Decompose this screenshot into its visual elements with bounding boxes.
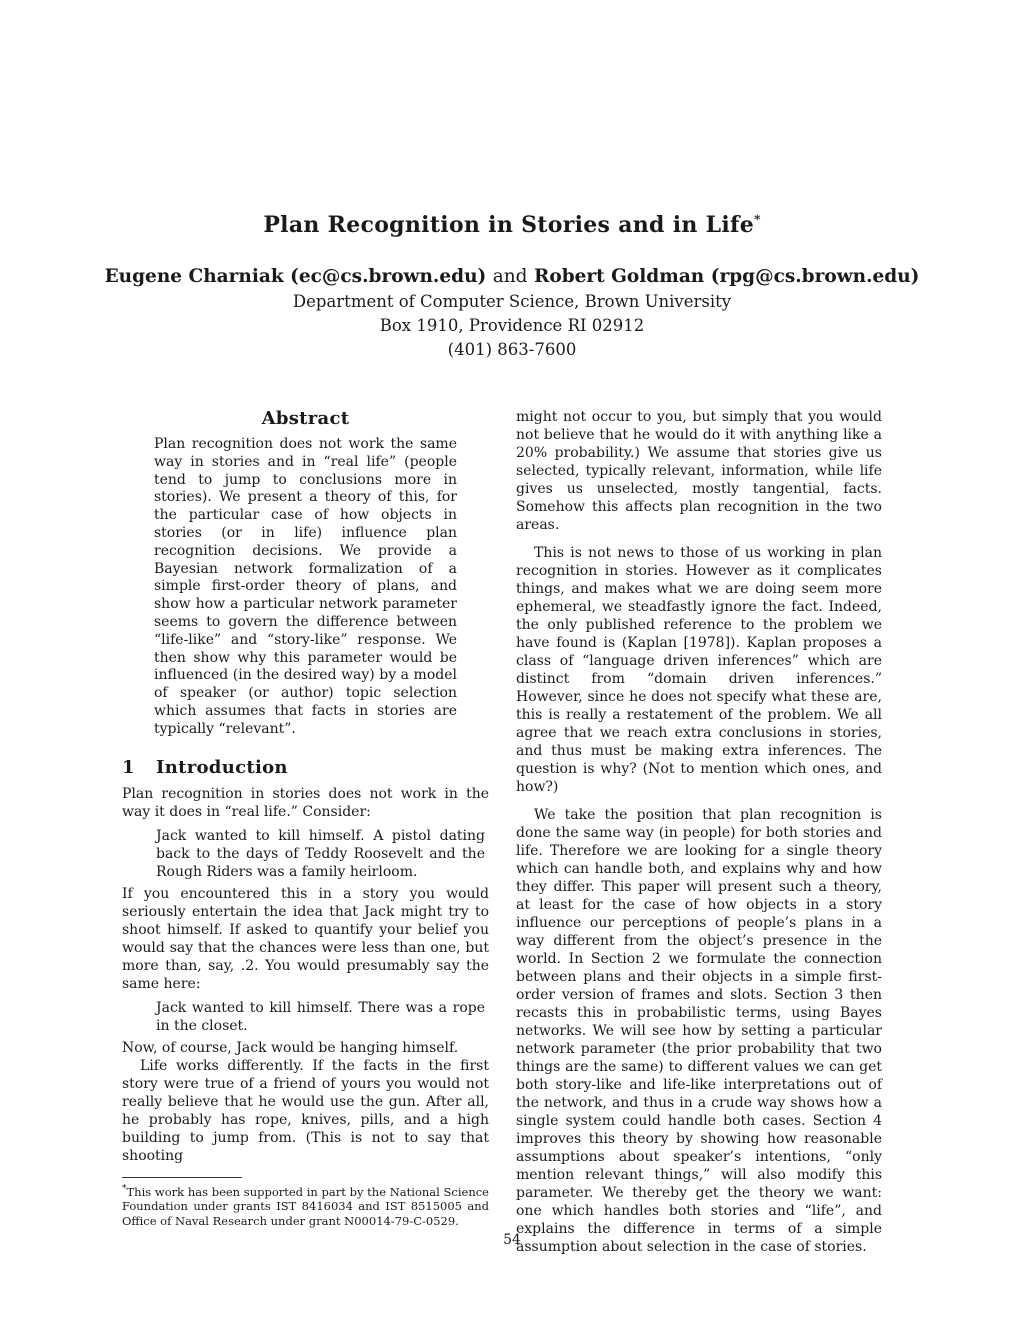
- footnote-mark: *: [122, 1183, 127, 1194]
- footnote-divider: [122, 1177, 242, 1178]
- intro-paragraph-4: Life works differently. If the facts in the first story were true of a friend of yours you would not really believe that he would use the gun. After all, he probably has rope, knives, pills, and a high building to jump from. (This is not to say that shooting: [122, 1057, 489, 1164]
- affiliation-department: Department of Computer Science, Brown University: [292, 292, 732, 311]
- intro-paragraph-2: If you encountered this in a story you would seriously entertain the idea that Jack might try to shoot himself. If asked to quantify your belief you would say that the chances were less than one, but more than, say, .2. You would presumably say the same here:: [122, 885, 489, 992]
- example-quote-2: Jack wanted to kill himself. There was a rope in the closet.: [156, 999, 485, 1034]
- right-paragraph-2: This is not news to those of us working in plan recognition in stories. However as it complicates things, and makes what we are doing seem more ephemeral, we steadfastly ignore the fact. Indeed, the only published reference to the problem we have found is (Kaplan [1978]). Kaplan proposes a class of “language driven inferences” which are distinct from “domain driven inferences.” However, since he does not specify what these are, this is really a restatement of the problem. We all agree that we reach extra conclusions in stories, and thus must be making extra inferences. The question is why? (Not to mention which ones, and how?): [516, 545, 882, 795]
- affiliation-phone: (401) 863-7600: [447, 340, 577, 359]
- footnote-text: This work has been supported in part by the National Science Foundation under grants IST 8416034 and IST 8515005 and Office of Naval Research under grant N00014-79-C-0529.: [122, 1184, 489, 1229]
- section-number: 1: [122, 756, 135, 778]
- section-title: Introduction: [156, 756, 288, 778]
- author-line: [0, 266, 1024, 287]
- intro-paragraph-1: Plan recognition in stories does not work in the way it does in “real life.” Consider:: [122, 785, 489, 820]
- author-conjunction: and: [492, 266, 528, 287]
- abstract-body: Plan recognition does not work the same way in stories and in “real life” (people tend to jump to conclusions more in stories). We present a theory of this, for the particular case of how objects in stories (or in life) influence plan recognition decisions. We provide a Bayesian network formalization of a simple first-order theory of plans, and show how a particular network parameter seems to govern the difference between “life-like” and “story-like” response. We then show why this parameter would be influenced (in the desired way) by a model of speaker (or author) topic selection which assumes that facts in stories are typically “relevant”.: [154, 436, 457, 737]
- page-number: 54: [503, 1232, 521, 1248]
- left-column: [122, 408, 489, 1229]
- author-2: Robert Goldman (rpg@cs.brown.edu): [533, 266, 920, 287]
- example-quote-1: Jack wanted to kill himself. A pistol dating back to the days of Teddy Roosevelt and the Rough Riders was a family heirloom.: [156, 827, 485, 880]
- abstract-heading: Abstract: [261, 408, 350, 429]
- footnote: [122, 1182, 489, 1230]
- paper-title: [0, 212, 1024, 238]
- right-paragraph-3: We take the position that plan recognition is done the same way (in people) for both stories and life. Therefore we are looking for a single theory which can handle both, and explains why and how they differ. This paper will present such a theory, at least for the case of how objects in a story influence our perceptions of people’s plans in a way different from the object’s presence in the world. In Section 2 we formulate the connection between plans and their objects in a simple first-order version of frames and slots. Section 3 then recasts this in probabilistic terms, using Bayes networks. We will see how by setting a particular network parameter (the prior probability that two things are the same) to different values we can get both story-like and life-like interpretations out of the network, and thus in a crude way shows how a single system could handle both cases. Section 4 improves this theory by showing how reasonable assumptions about speaker’s intentions, “only mention relevant things,” will also modify this parameter. We thereby get the theory we want: one which handles both stories and “life”, and explains the difference in terms of a simple assumption about selection in the case of stories.: [516, 807, 882, 1255]
- affiliation-address: Box 1910, Providence RI 02912: [379, 316, 645, 335]
- right-column: [516, 408, 882, 1256]
- section-heading-introduction: [122, 756, 489, 778]
- title-footnote-mark: *: [754, 212, 761, 227]
- intro-paragraph-3: Now, of course, Jack would be hanging himself.: [122, 1039, 459, 1056]
- author-1: Eugene Charniak (ec@cs.brown.edu): [104, 266, 487, 287]
- right-paragraph-1: might not occur to you, but simply that you would not believe that he would do it with anything like a 20% probability.) We assume that stories give us selected, typically relevant, information, while life gives us unselected, mostly tangential, facts. Somehow this affects plan recognition in the two areas.: [516, 409, 882, 533]
- title-text: Plan Recognition in Stories and in Life: [263, 212, 755, 238]
